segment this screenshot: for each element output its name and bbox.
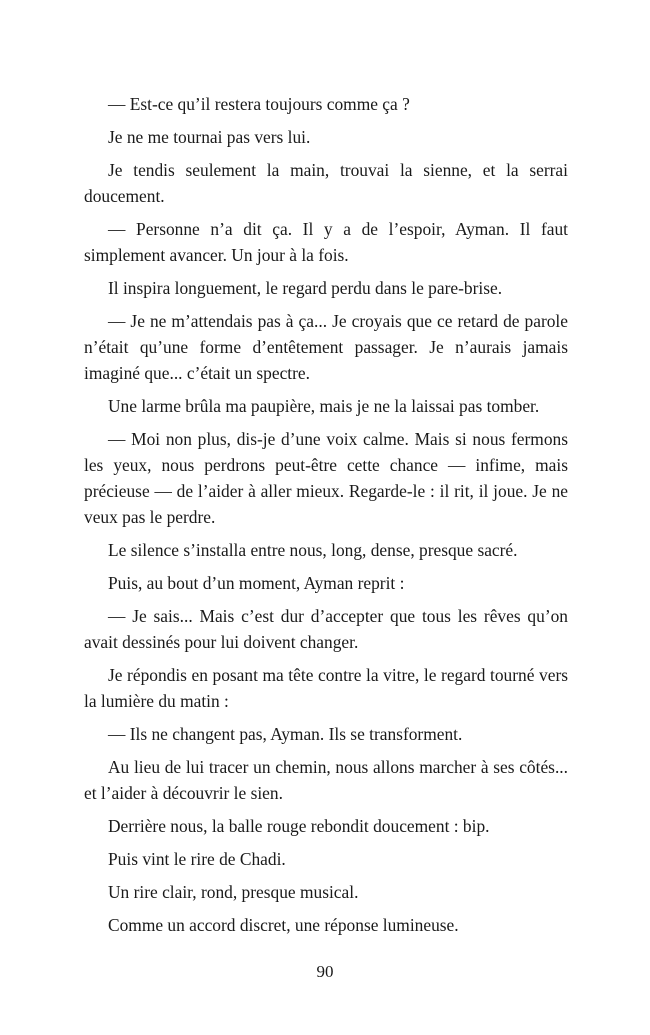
paragraph: Un rire clair, rond, presque musical. — [108, 882, 359, 902]
paragraph: Le silence s’installa entre nous, long, dense, presque sacré. — [108, 540, 518, 560]
paragraph: — Je ne m’attendais pas à ça... Je croyais que ce retard de parole n’était qu’une forme d’entêtement passager. Je n’aurais jamais imaginé que... c’était un spectre. — [84, 311, 568, 383]
paragraph: Il inspira longuement, le regard perdu dans le pare-brise. — [108, 278, 503, 298]
body-text — [84, 91, 568, 945]
paragraph: Puis vint le rire de Chadi. — [108, 849, 286, 869]
paragraph: — Personne n’a dit ça. Il y a de l’espoir, Ayman. Il faut simplement avancer. Un jour à la fois. — [84, 219, 568, 265]
paragraph: — Ils ne changent pas, Ayman. Ils se transforment. — [108, 724, 463, 744]
paragraph: — Moi non plus, dis-je d’une voix calme. Mais si nous fermons les yeux, nous perdrons peut-être cette chance — infime, mais précieuse — de l’aider à aller mieux. Regarde-le : il rit, il joue. Je ne veux pas le perdre. — [84, 429, 568, 527]
paragraph: Je répondis en posant ma tête contre la vitre, le regard tourné vers la lumière du matin : — [84, 665, 568, 711]
paragraph: — Je sais... Mais c’est dur d’accepter que tous les rêves qu’on avait dessinés pour lui doivent changer. — [84, 606, 568, 652]
paragraph: Je tendis seulement la main, trouvai la sienne, et la serrai doucement. — [84, 160, 568, 206]
paragraph: Au lieu de lui tracer un chemin, nous allons marcher à ses côtés... et l’aider à découvrir le sien. — [84, 757, 568, 803]
paragraph: Comme un accord discret, une réponse lumineuse. — [108, 915, 459, 935]
paragraph: Une larme brûla ma paupière, mais je ne la laissai pas tomber. — [108, 396, 540, 416]
paragraph: Derrière nous, la balle rouge rebondit doucement : bip. — [108, 816, 490, 836]
paragraph: — Est-ce qu’il restera toujours comme ça ? — [108, 94, 410, 114]
paragraph: Puis, au bout d’un moment, Ayman reprit : — [108, 573, 405, 593]
paragraph: Je ne me tournai pas vers lui. — [108, 127, 311, 147]
page-number: 90 — [316, 962, 334, 981]
